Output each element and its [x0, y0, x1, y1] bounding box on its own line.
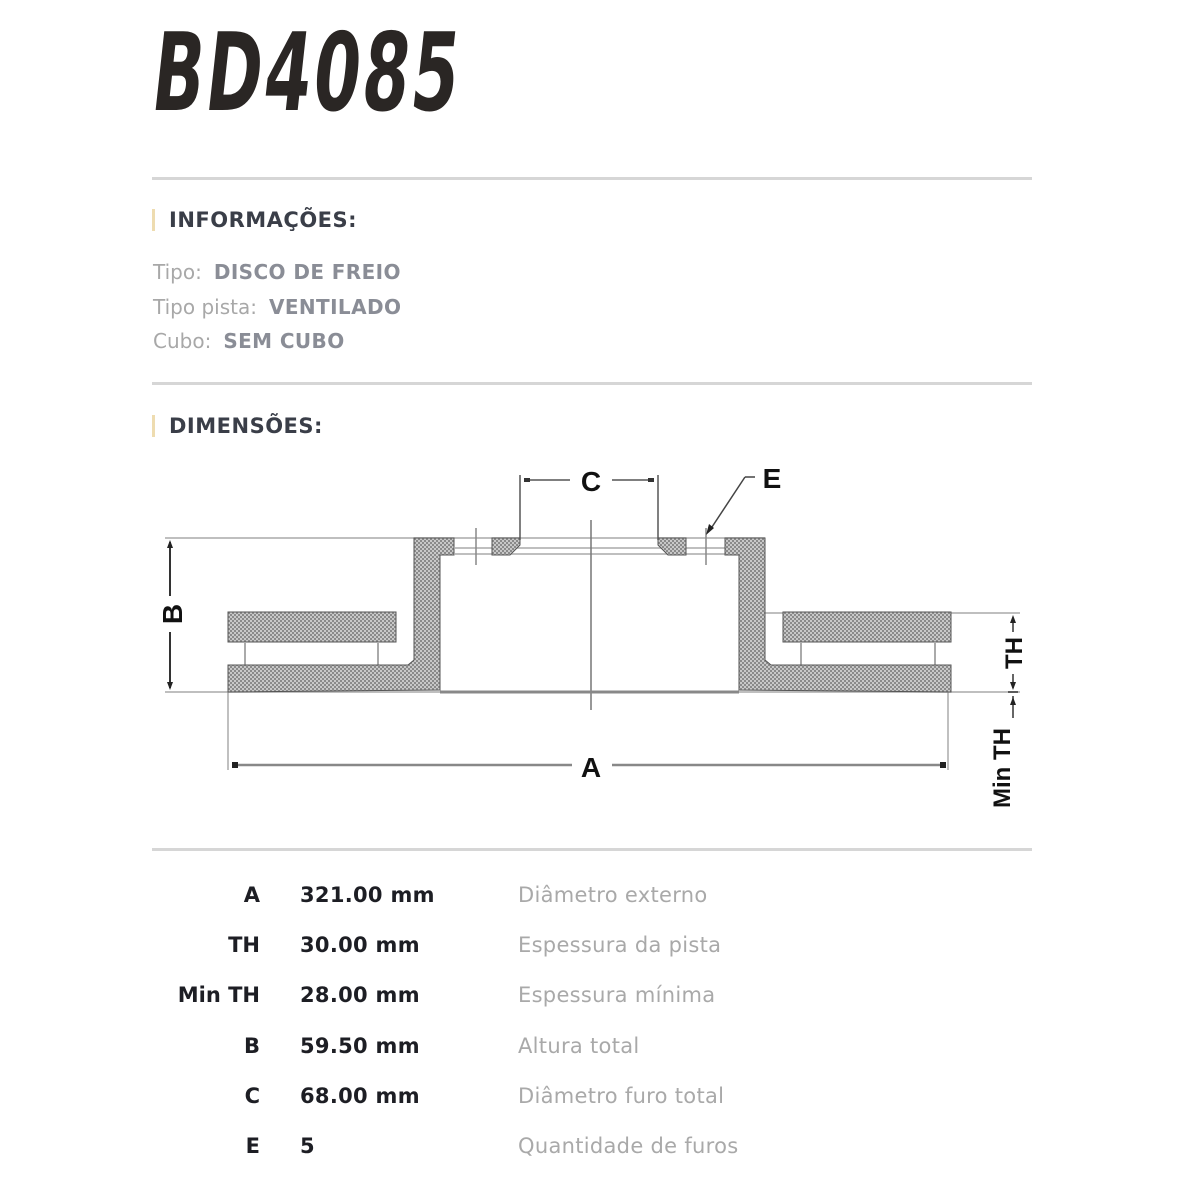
dimension-description: Espessura mínima	[518, 983, 716, 1008]
dimension-value: 321.00 mm	[300, 883, 435, 907]
dimension-value: 28.00 mm	[300, 983, 420, 1008]
dim-label-c: C	[580, 466, 602, 497]
info-row-tipo	[153, 255, 401, 290]
dimensions-section-title: DIMENSÕES:	[169, 414, 323, 438]
dimension-description: Altura total	[518, 1033, 640, 1058]
dimension-value: 5	[300, 1133, 315, 1158]
dimension-value: 59.50 mm	[300, 1033, 420, 1058]
divider	[152, 848, 1032, 851]
dim-label-a: A	[580, 752, 602, 783]
product-code-title: BD4085	[146, 11, 469, 136]
brake-disc-cross-section-diagram	[150, 455, 1050, 835]
divider	[152, 382, 1032, 385]
divider	[152, 177, 1032, 180]
dimension-description: Quantidade de furos	[518, 1133, 739, 1158]
dim-label-min-th: Min TH	[989, 728, 1016, 808]
dimension-code: Min TH	[177, 983, 260, 1008]
info-list	[153, 255, 401, 359]
info-value: VENTILADO	[268, 294, 402, 319]
info-label: Cubo:	[153, 329, 212, 353]
info-value: DISCO DE FREIO	[213, 260, 401, 284]
dim-label-th: TH	[1001, 637, 1028, 669]
dimension-code: C	[244, 1083, 260, 1108]
accent-bar	[152, 209, 155, 231]
dimension-description: Diâmetro externo	[518, 883, 708, 907]
dimension-value: 68.00 mm	[300, 1083, 420, 1108]
info-section-header	[152, 208, 357, 232]
dimension-description: Diâmetro furo total	[518, 1083, 725, 1108]
info-label: Tipo pista:	[153, 294, 257, 319]
dimension-code: TH	[228, 933, 260, 958]
info-section-title: INFORMAÇÕES:	[169, 208, 358, 232]
info-label: Tipo:	[153, 260, 202, 284]
dimension-code: A	[243, 883, 260, 907]
dim-label-b: B	[157, 603, 188, 625]
info-row-cubo	[153, 324, 401, 359]
dim-label-e: E	[762, 463, 782, 494]
dimension-value: 30.00 mm	[300, 933, 420, 958]
dimension-code: B	[243, 1033, 260, 1058]
info-value: SEM CUBO	[223, 329, 345, 353]
dimensions-section-header	[152, 414, 323, 438]
accent-bar	[152, 415, 155, 437]
dimension-description: Espessura da pista	[518, 933, 722, 958]
info-row-tipo-pista	[153, 290, 401, 325]
dimension-code: E	[245, 1133, 260, 1158]
